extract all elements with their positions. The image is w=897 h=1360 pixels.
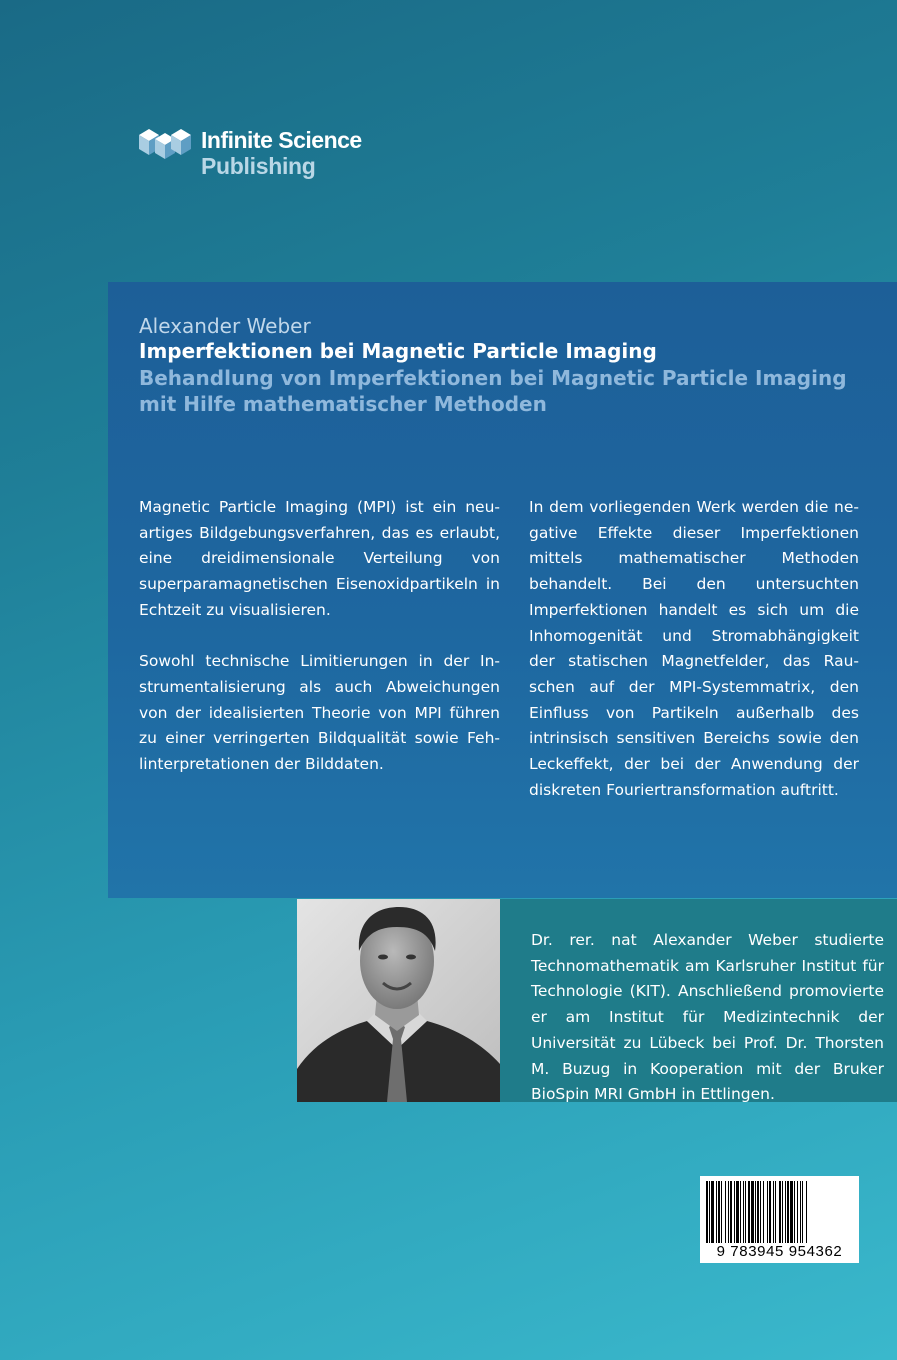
author-photo xyxy=(297,899,500,1102)
publisher-name-line1: Infinite Science xyxy=(201,127,362,153)
blurb-right-column xyxy=(529,495,859,803)
isbn-barcode xyxy=(700,1176,859,1263)
author-bio: Dr. rer. nat Alexander Weber studierte Technomathematik am Karlsruher Institut für Technologie (KIT). Anschließend promovierte er am Institut für Medizintechnik der Universität zu Lübeck bei Prof. Dr. Thorsten M. Buzug in Kooperation mit der Bruker BioSpin MRI GmbH in Ettlingen. xyxy=(531,931,884,1104)
book-title: Imperfektionen bei Magnetic Particle Imaging xyxy=(139,339,657,363)
author-name: Alexander Weber xyxy=(139,314,311,338)
book-subtitle: Behandlung von Imperfektionen bei Magnetic Particle Imaging mit Hilfe mathematischer Methoden xyxy=(139,366,847,416)
blurb-paragraph: Magnetic Particle Imaging (MPI) ist ein neuartiges Bildgebungsverfahren, das es erlaubt, eine dreidimensionale Verteilung von superparamagnetischen Eisenoxidpartikeln in Echtzeit zu visualisieren. xyxy=(139,498,500,619)
stacked-cubes-logo-icon xyxy=(139,129,191,159)
blurb-paragraph: Sowohl technische Limitierungen in der Instrumentalisierung als auch Abweichungen von der idealisierten Theorie von MPI führen zu einer verringerten Bildqualität sowie Fehlinterpretationen der Bilddaten. xyxy=(139,652,500,774)
blurb-paragraph: In dem vorliegenden Werk werden die negative Effekte dieser Imperfektionen mittels mathematischer Methoden behandelt. Bei den untersuchten Imperfektionen handelt es sich um die Inhomogenität und Stromabhängigkeit der statischen Magnetfelder, das Rauschen auf der MPI-Systemmatrix, den Einfluss von Partikeln außerhalb des intrinsisch sensitiven Bereichs sowie den Leckeffekt, der bei der Anwendung der diskreten Fouriertransformation auftritt. xyxy=(529,498,859,799)
publisher-logo xyxy=(139,127,399,183)
barcode-bars-icon xyxy=(706,1181,853,1243)
author-portrait-image xyxy=(297,899,500,1102)
publisher-name-line2: Publishing xyxy=(201,153,316,179)
blurb-left-column xyxy=(139,495,500,778)
isbn-digits: 9 783945 954362 xyxy=(716,1243,843,1260)
